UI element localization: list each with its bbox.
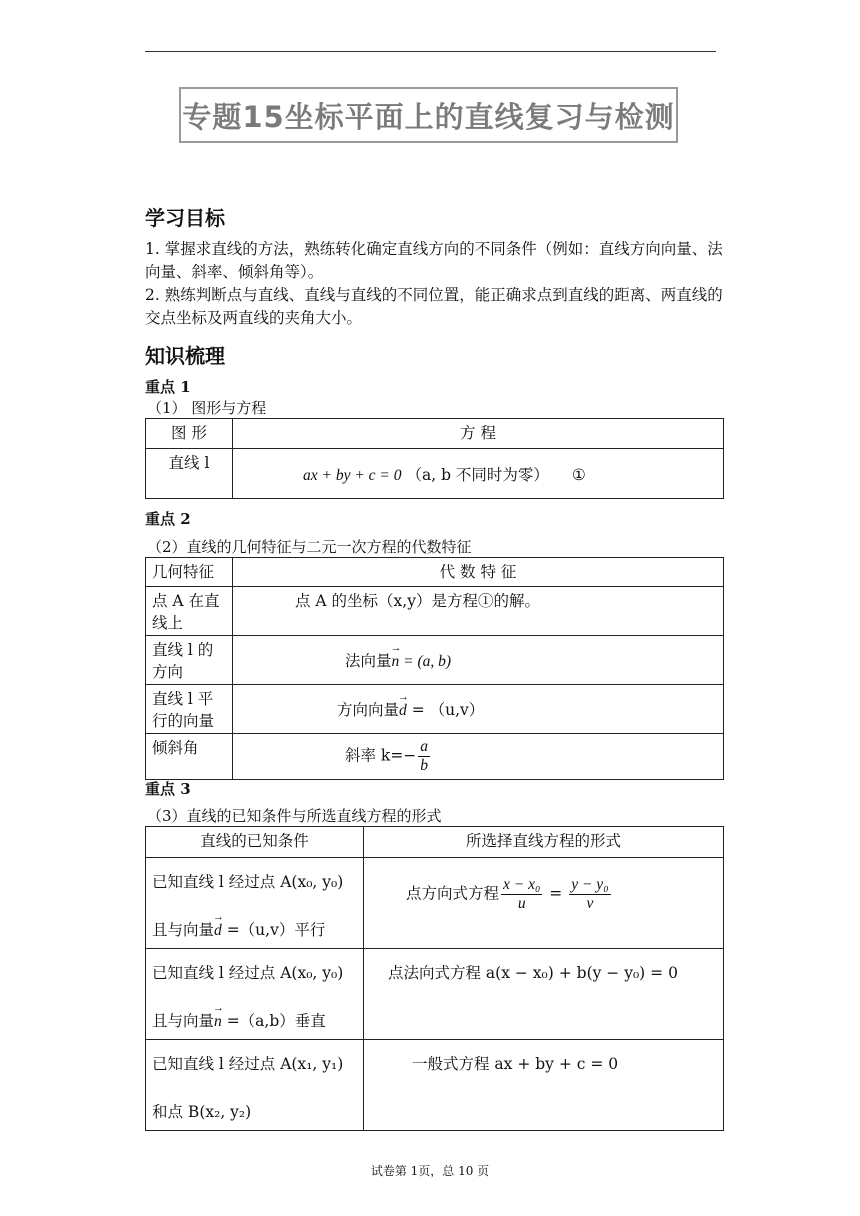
key3-row-form: 一般式方程 ax + by + c = 0: [364, 1040, 724, 1131]
cond-suffix: =（a,b）垂直: [221, 1012, 326, 1030]
direction-vector-value: = （u,v）: [406, 701, 485, 719]
frac-x-num: x − x₀: [503, 876, 541, 893]
key2-table: [145, 557, 724, 780]
cond-line-2: [152, 1009, 357, 1031]
slope-label: 斜率 k=−: [345, 746, 417, 765]
goals-heading: 学习目标: [145, 206, 225, 230]
cond-line-1: 已知直线 l 经过点 A(x₀, y₀): [152, 964, 344, 982]
frac-y-den: v: [586, 895, 594, 912]
key3-row-form: 点法向式方程 a(x − x₀) + b(y − y₀) = 0: [364, 949, 724, 1040]
key1-eq-cond: （a, b 不同时为零）: [406, 465, 549, 484]
cond-line-1: 已知直线 l 经过点 A(x₁, y₁): [152, 1055, 344, 1073]
vector-n: → n: [392, 653, 400, 671]
vector-n: → n: [214, 1013, 222, 1031]
key2-header-alg: 代 数 特 征: [233, 558, 724, 587]
cond-line-2: 和点 B(x₂, y₂): [152, 1103, 252, 1121]
key2-row-geo: 点 A 在直线上: [146, 587, 233, 636]
key3-row-form: [364, 858, 724, 949]
cond-prefix: 且与向量: [152, 921, 215, 939]
key1-eq-main: ax + by + c = 0: [303, 466, 402, 484]
key3-table: [145, 826, 724, 1131]
vector-d: → d: [399, 702, 407, 720]
key3-row-cond: [146, 1040, 364, 1131]
normal-vector-label: 法向量: [345, 652, 392, 670]
cond-suffix: =（u,v）平行: [221, 921, 326, 939]
key1-caption: （1） 图形与方程: [147, 399, 267, 417]
form-equals: =: [544, 884, 568, 903]
key1-table: [145, 418, 724, 499]
key2-label: 重点 2: [145, 510, 191, 528]
frac-x: [501, 876, 542, 913]
key3-header-cond: 直线的已知条件: [146, 827, 364, 858]
key3-row-cond: [146, 949, 364, 1040]
key3-label: 重点 3: [145, 780, 191, 798]
form-prefix: 点方向式方程: [406, 884, 500, 903]
key2-caption: （2）直线的几何特征与二元一次方程的代数特征: [147, 538, 472, 556]
key2-row-geo: 直线 l 的方向: [146, 636, 233, 685]
document-title: [179, 87, 678, 143]
slope-numerator: a: [420, 738, 429, 755]
cond-line-1: 已知直线 l 经过点 A(x₀, y₀): [152, 873, 344, 891]
cond-line-2: [152, 918, 357, 940]
key1-label: 重点 1: [145, 378, 191, 396]
knowledge-heading: 知识梳理: [145, 344, 225, 368]
key3-row-cond: [146, 858, 364, 949]
key1-header-figure: 图 形: [146, 419, 233, 449]
key1-eq-mark: ①: [571, 465, 586, 484]
page-footer: 试卷第 1页，总 10 页: [370, 1164, 490, 1178]
key1-header-equation: 方 程: [233, 419, 724, 449]
frac-y: [569, 876, 610, 913]
key3-caption: （3）直线的已知条件与所选直线方程的形式: [147, 807, 442, 825]
cond-prefix: 且与向量: [152, 1012, 215, 1030]
vector-d: → d: [214, 922, 222, 940]
direction-vector-label: 方向向量: [337, 701, 400, 719]
header-rule: [145, 51, 716, 52]
key2-header-geo: 几何特征: [146, 558, 233, 587]
key2-row-alg: 点 A 的坐标（x,y）是方程①的解。: [233, 587, 724, 636]
key1-row-equation: [233, 449, 724, 499]
slope-fraction: [418, 738, 430, 775]
key2-row-geo: 直线 l 平行的向量: [146, 685, 233, 734]
frac-y-num: y − y₀: [571, 876, 609, 893]
frac-x-den: u: [517, 895, 526, 912]
key3-header-form: 所选择直线方程的形式: [364, 827, 724, 858]
normal-vector-value: = (a, b): [399, 653, 452, 670]
goal-item-2: 2. 熟练判断点与直线、直线与直线的不同位置，能正确求点到直线的距离、两直线的交点坐标及两直线的夹角大小。: [145, 286, 723, 327]
key2-row-alg: [233, 685, 724, 734]
key1-row-label: 直线 l: [146, 449, 233, 499]
document-title-text: 专题15坐标平面上的直线复习与检测: [182, 99, 675, 134]
slope-denominator: b: [420, 757, 429, 774]
key2-row-alg: [233, 734, 724, 780]
key2-row-geo: 倾斜角: [146, 734, 233, 780]
key2-row-alg: [233, 636, 724, 685]
goal-item-1: 1. 掌握求直线的方法，熟练转化确定直线方向的不同条件（例如：直线方向向量、法向量、斜率、倾斜角等）。: [145, 240, 723, 281]
